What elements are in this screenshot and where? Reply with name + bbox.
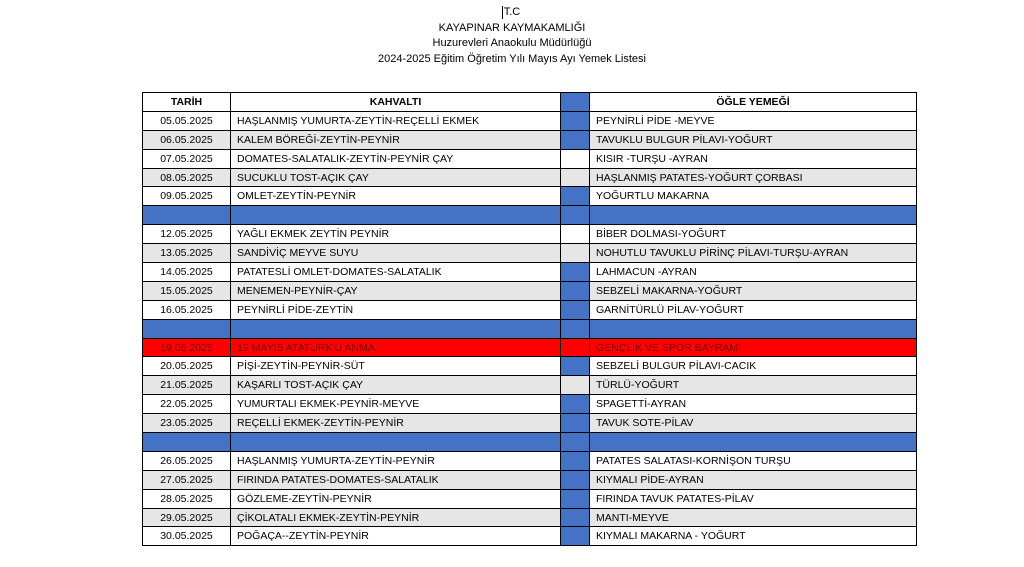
separator-cell <box>561 111 590 130</box>
column-separator <box>561 93 590 112</box>
date-cell: 14.05.2025 <box>143 263 231 282</box>
breakfast-cell: YAĞLI EKMEK ZEYTİN PEYNİR <box>231 225 561 244</box>
date-cell <box>143 319 231 338</box>
separator-cell <box>561 130 590 149</box>
menu-table-body <box>143 111 917 545</box>
lunch-cell: LAHMACUN -AYRAN <box>590 263 917 282</box>
table-row <box>143 470 917 489</box>
date-cell <box>143 206 231 225</box>
holiday-row <box>143 338 917 357</box>
date-cell: 05.05.2025 <box>143 111 231 130</box>
separator-cell <box>561 206 590 225</box>
lunch-cell: KIYMALI PİDE-AYRAN <box>590 470 917 489</box>
breakfast-cell <box>231 433 561 452</box>
table-row <box>143 263 917 282</box>
column-header-date: TARİH <box>143 93 231 112</box>
separator-cell <box>561 300 590 319</box>
table-row <box>143 300 917 319</box>
week-separator-row <box>143 433 917 452</box>
breakfast-cell: HAŞLANMIŞ YUMURTA-ZEYTİN-PEYNİR <box>231 451 561 470</box>
week-separator-row <box>143 319 917 338</box>
lunch-cell <box>590 319 917 338</box>
lunch-cell <box>590 433 917 452</box>
separator-cell <box>561 395 590 414</box>
breakfast-cell <box>231 319 561 338</box>
date-cell: 19.05.2025 <box>143 338 231 357</box>
breakfast-cell: OMLET-ZEYTİN-PEYNİR <box>231 187 561 206</box>
lunch-cell: FIRINDA TAVUK PATATES-PİLAV <box>590 489 917 508</box>
date-cell: 21.05.2025 <box>143 376 231 395</box>
date-cell: 20.05.2025 <box>143 357 231 376</box>
separator-cell <box>561 281 590 300</box>
separator-cell <box>561 244 590 263</box>
header-school: Huzurevleri Anaokulu Müdürlüğü <box>432 37 592 49</box>
header-district: KAYAPINAR KAYMAKAMLIĞI <box>438 21 586 34</box>
separator-cell <box>561 168 590 187</box>
separator-cell <box>561 489 590 508</box>
separator-cell <box>561 225 590 244</box>
lunch-cell: PATATES SALATASI-KORNİŞON TURŞU <box>590 451 917 470</box>
header-tc <box>504 5 521 21</box>
date-cell: 13.05.2025 <box>143 244 231 263</box>
lunch-cell: YOĞURTLU MAKARNA <box>590 187 917 206</box>
table-row <box>143 168 917 187</box>
table-row <box>143 357 917 376</box>
header-title: 2024-2025 Eğitim Öğretim Yılı Mayıs Ayı Yemek Listesi <box>377 52 646 65</box>
breakfast-cell: ÇİKOLATALI EKMEK-ZEYTİN-PEYNİR <box>231 508 561 527</box>
table-row <box>143 149 917 168</box>
table-row <box>143 376 917 395</box>
lunch-cell: GARNİTÜRLÜ PİLAV-YOĞURT <box>590 300 917 319</box>
breakfast-cell: HAŞLANMIŞ YUMURTA-ZEYTİN-REÇELLİ EKMEK <box>231 111 561 130</box>
date-cell: 16.05.2025 <box>143 300 231 319</box>
separator-cell <box>561 357 590 376</box>
date-cell: 06.05.2025 <box>143 130 231 149</box>
breakfast-cell: PEYNİRLİ PİDE-ZEYTİN <box>231 300 561 319</box>
breakfast-cell: REÇELLİ EKMEK-ZEYTİN-PEYNİR <box>231 414 561 433</box>
date-cell: 23.05.2025 <box>143 414 231 433</box>
date-cell: 27.05.2025 <box>143 470 231 489</box>
table-row <box>143 527 917 546</box>
date-cell: 30.05.2025 <box>143 527 231 546</box>
breakfast-cell: MENEMEN-PEYNİR-ÇAY <box>231 281 561 300</box>
lunch-cell: TÜRLÜ-YOĞURT <box>590 376 917 395</box>
date-cell <box>143 433 231 452</box>
lunch-cell: MANTI-MEYVE <box>590 508 917 527</box>
breakfast-cell: SANDİVİÇ MEYVE SUYU <box>231 244 561 263</box>
separator-cell <box>561 470 590 489</box>
lunch-cell: TAVUK SOTE-PİLAV <box>590 414 917 433</box>
lunch-cell <box>590 206 917 225</box>
breakfast-cell: FIRINDA PATATES-DOMATES-SALATALIK <box>231 470 561 489</box>
breakfast-cell: PATATESLİ OMLET-DOMATES-SALATALIK <box>231 263 561 282</box>
breakfast-cell: DOMATES-SALATALIK-ZEYTİN-PEYNİR ÇAY <box>231 149 561 168</box>
date-cell: 07.05.2025 <box>143 149 231 168</box>
separator-cell <box>561 319 590 338</box>
separator-cell <box>561 451 590 470</box>
separator-cell <box>561 433 590 452</box>
text-cursor <box>502 6 503 19</box>
separator-cell <box>561 263 590 282</box>
lunch-cell: SEBZELİ MAKARNA-YOĞURT <box>590 281 917 300</box>
table-row <box>143 451 917 470</box>
date-cell: 29.05.2025 <box>143 508 231 527</box>
table-row <box>143 395 917 414</box>
lunch-cell: NOHUTLU TAVUKLU PİRİNÇ PİLAVI-TURŞU-AYRAN <box>590 244 917 263</box>
table-row <box>143 244 917 263</box>
document-header <box>0 5 1024 67</box>
separator-cell <box>561 149 590 168</box>
lunch-cell: PEYNİRLİ PİDE -MEYVE <box>590 111 917 130</box>
table-row <box>143 281 917 300</box>
lunch-cell: GENÇLİK VE SPOR BAYRAMI <box>590 338 917 357</box>
lunch-cell: SEBZELİ BULGUR PİLAVI-CACIK <box>590 357 917 376</box>
table-row <box>143 130 917 149</box>
lunch-cell: BİBER DOLMASI-YOĞURT <box>590 225 917 244</box>
header-tc-text: T.C <box>503 6 521 18</box>
table-header-row <box>143 93 917 112</box>
date-cell: 08.05.2025 <box>143 168 231 187</box>
date-cell: 09.05.2025 <box>143 187 231 206</box>
column-header-lunch: ÖĞLE YEMEĞİ <box>590 93 917 112</box>
separator-cell <box>561 508 590 527</box>
lunch-cell: SPAGETTİ-AYRAN <box>590 395 917 414</box>
date-cell: 26.05.2025 <box>143 451 231 470</box>
breakfast-cell: SUCUKLU TOST-AÇIK ÇAY <box>231 168 561 187</box>
breakfast-cell: PİŞİ-ZEYTİN-PEYNİR-SÜT <box>231 357 561 376</box>
table-row <box>143 225 917 244</box>
breakfast-cell: KALEM BÖREĞİ-ZEYTİN-PEYNİR <box>231 130 561 149</box>
breakfast-cell: 19 MAYIS ATATÜRK'Ü ANMA <box>231 338 561 357</box>
separator-cell <box>561 338 590 357</box>
separator-cell <box>561 376 590 395</box>
column-header-breakfast: KAHVALTI <box>231 93 561 112</box>
breakfast-cell: YUMURTALI EKMEK-PEYNİR-MEYVE <box>231 395 561 414</box>
date-cell: 15.05.2025 <box>143 281 231 300</box>
date-cell: 28.05.2025 <box>143 489 231 508</box>
table-row <box>143 489 917 508</box>
separator-cell <box>561 527 590 546</box>
table-row <box>143 414 917 433</box>
breakfast-cell: POĞAÇA--ZEYTİN-PEYNİR <box>231 527 561 546</box>
date-cell: 12.05.2025 <box>143 225 231 244</box>
table-row <box>143 187 917 206</box>
menu-table <box>142 92 917 546</box>
table-row <box>143 111 917 130</box>
week-separator-row <box>143 206 917 225</box>
separator-cell <box>561 187 590 206</box>
breakfast-cell: KAŞARLI TOST-AÇIK ÇAY <box>231 376 561 395</box>
breakfast-cell: GÖZLEME-ZEYTİN-PEYNİR <box>231 489 561 508</box>
lunch-cell: KISIR -TURŞU -AYRAN <box>590 149 917 168</box>
separator-cell <box>561 414 590 433</box>
lunch-cell: KIYMALI MAKARNA - YOĞURT <box>590 527 917 546</box>
lunch-cell: TAVUKLU BULGUR PİLAVI-YOĞURT <box>590 130 917 149</box>
breakfast-cell <box>231 206 561 225</box>
lunch-cell: HAŞLANMIŞ PATATES-YOĞURT ÇORBASI <box>590 168 917 187</box>
date-cell: 22.05.2025 <box>143 395 231 414</box>
table-row <box>143 508 917 527</box>
